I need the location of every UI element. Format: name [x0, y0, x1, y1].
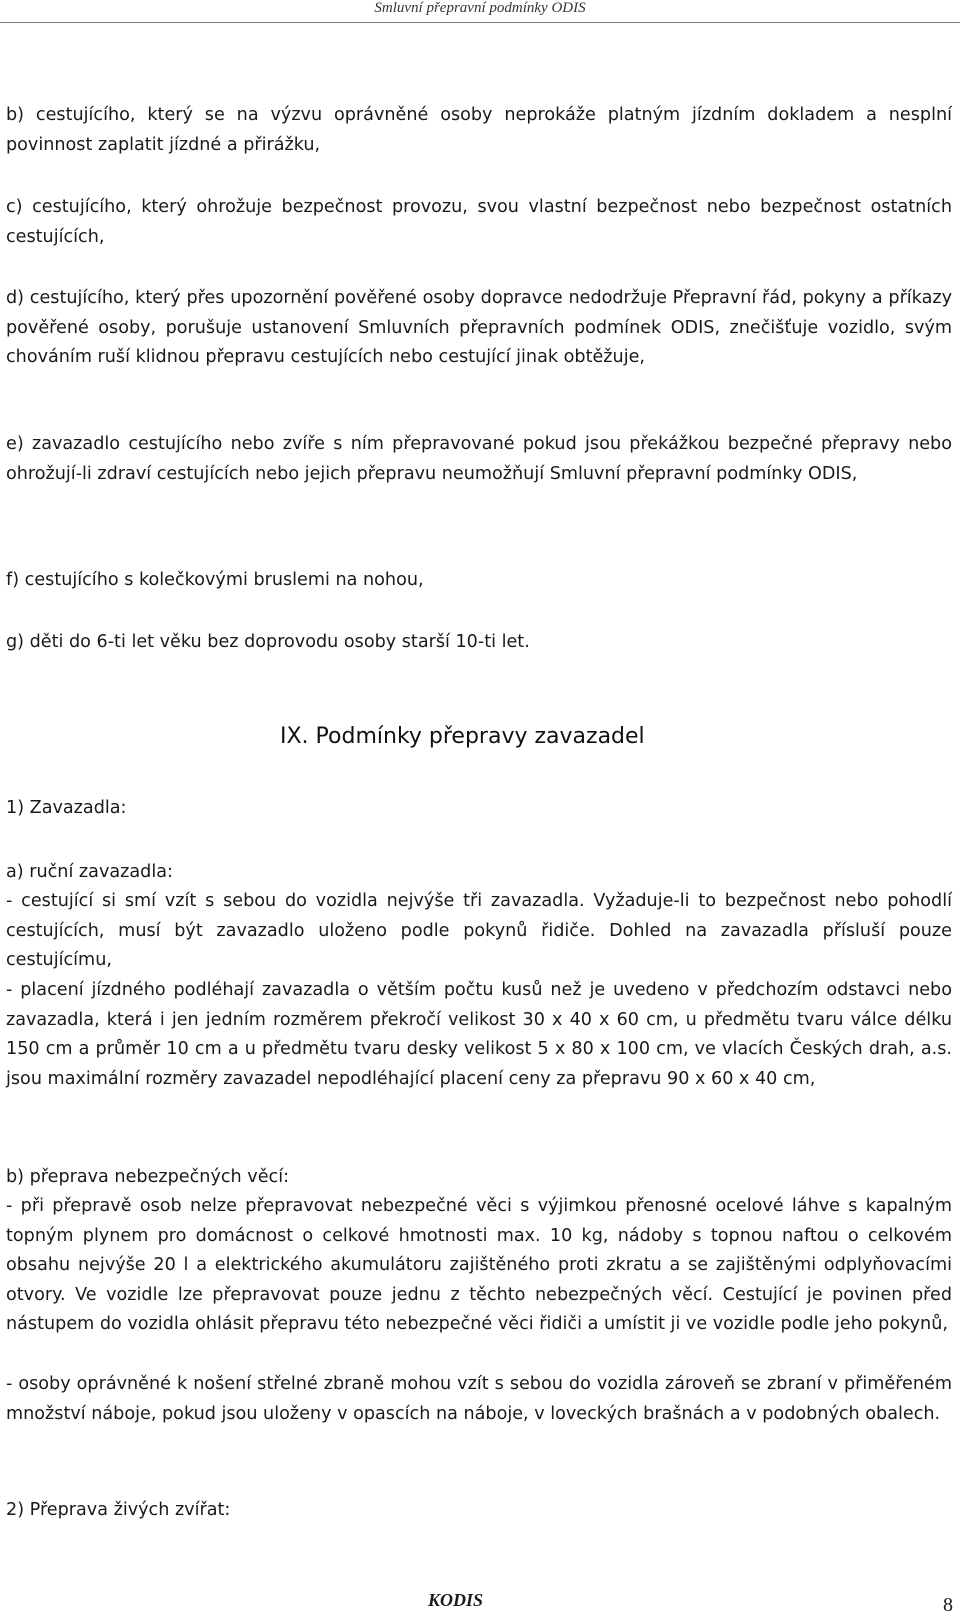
item-c: c) cestujícího, který ohrožuje bezpečnost provozu, svou vlastní bezpečnost nebo bezpečnost ostatních cestujících, — [6, 197, 952, 247]
dangerous-goods-heading: b) přeprava nebezpečných věcí: — [6, 1167, 290, 1187]
hand-luggage-paragraph-2: - placení jízdného podléhají zavazadla o větším počtu kusů než je uvedeno v předchozím odstavci nebo zavazadla, která i jen jedním rozměrem překročí velikost 30 x 40 x 60 cm, u předmětu tvaru válce délku 150 cm a průměr 10 cm a u předmětu tvaru desky velikost 5 x 80 x 100 cm, ve vlacích Českých drah, a.s. jsou maximální rozměry zavazadel nepodléhající placení ceny za přepravu 90 x 60 x 40 cm, — [6, 980, 952, 1089]
subsection-1-heading: 1) Zavazadla: — [6, 798, 127, 818]
running-header: Smluvní přepravní podmínky ODIS — [374, 0, 586, 16]
item-f: f) cestujícího s kolečkovými bruslemi na nohou, — [6, 570, 424, 590]
item-d: d) cestujícího, který přes upozornění pověřené osoby dopravce nedodržuje Přepravní řád, pokyny a příkazy pověřené osoby, porušuje ustanovení Smluvních přepravních podmínek ODIS, znečišťuje vozidlo, svým chováním ruší klidnou přepravu cestujících nebo cestující jinak obtěžuje, — [6, 288, 952, 367]
item-e: e) zavazadlo cestujícího nebo zvíře s ním přepravované pokud jsou překážkou bezpečné přepravy nebo ohrožují-li zdraví cestujících nebo jejich přepravu neumožňují Smluvní přepravní podmínky ODIS, — [6, 434, 952, 484]
item-b: b) cestujícího, který se na výzvu oprávněné osoby neprokáže platným jízdním dokladem a nesplní povinnost zaplatit jízdné a přirážku, — [6, 105, 952, 155]
page-number: 8 — [943, 1594, 953, 1616]
dangerous-goods-paragraph-2: - osoby oprávněné k nošení střelné zbraně mohou vzít s sebou do vozidla zároveň se zbraní v přiměřeném množství náboje, pokud jsou uloženy v opascích na náboje, v loveckých brašnách a v podobných obalech. — [6, 1374, 952, 1424]
footer-brand: KODIS — [428, 1590, 484, 1610]
subsection-2-heading: 2) Přeprava živých zvířat: — [6, 1500, 231, 1520]
section-title: IX. Podmínky přepravy zavazadel — [280, 724, 645, 749]
hand-luggage-paragraph-1: - cestující si smí vzít s sebou do vozidla nejvýše tři zavazadla. Vyžaduje-li to bezpečnost nebo pohodlí cestujících, musí být zavazadlo uloženo podle pokynů řidiče. Dohled na zavazadla přísluší pouze cestujícímu, — [6, 891, 952, 970]
header-rule — [0, 22, 960, 23]
item-g: g) děti do 6-ti let věku bez doprovodu osoby starší 10-ti let. — [6, 632, 530, 652]
hand-luggage-heading: a) ruční zavazadla: — [6, 862, 173, 882]
dangerous-goods-paragraph-1: - při přepravě osob nelze přepravovat nebezpečné věci s výjimkou přenosné ocelové láhve s kapalným topným plynem pro domácnost o celkové hmotnosti max. 10 kg, nádoby s topnou naftou o celkovém obsahu nejvýše 20 l a elektrického akumulátoru zajištěného proti zkratu a se zajištěnými odplyňovacími otvory. Ve vozidle lze přepravovat pouze jednu z těchto nebezpečných věcí. Cestující je povinen před nástupem do vozidla ohlásit přepravu této nebezpečné věci řidiči a umístit ji ve vozidle podle jeho pokynů, — [6, 1196, 952, 1334]
